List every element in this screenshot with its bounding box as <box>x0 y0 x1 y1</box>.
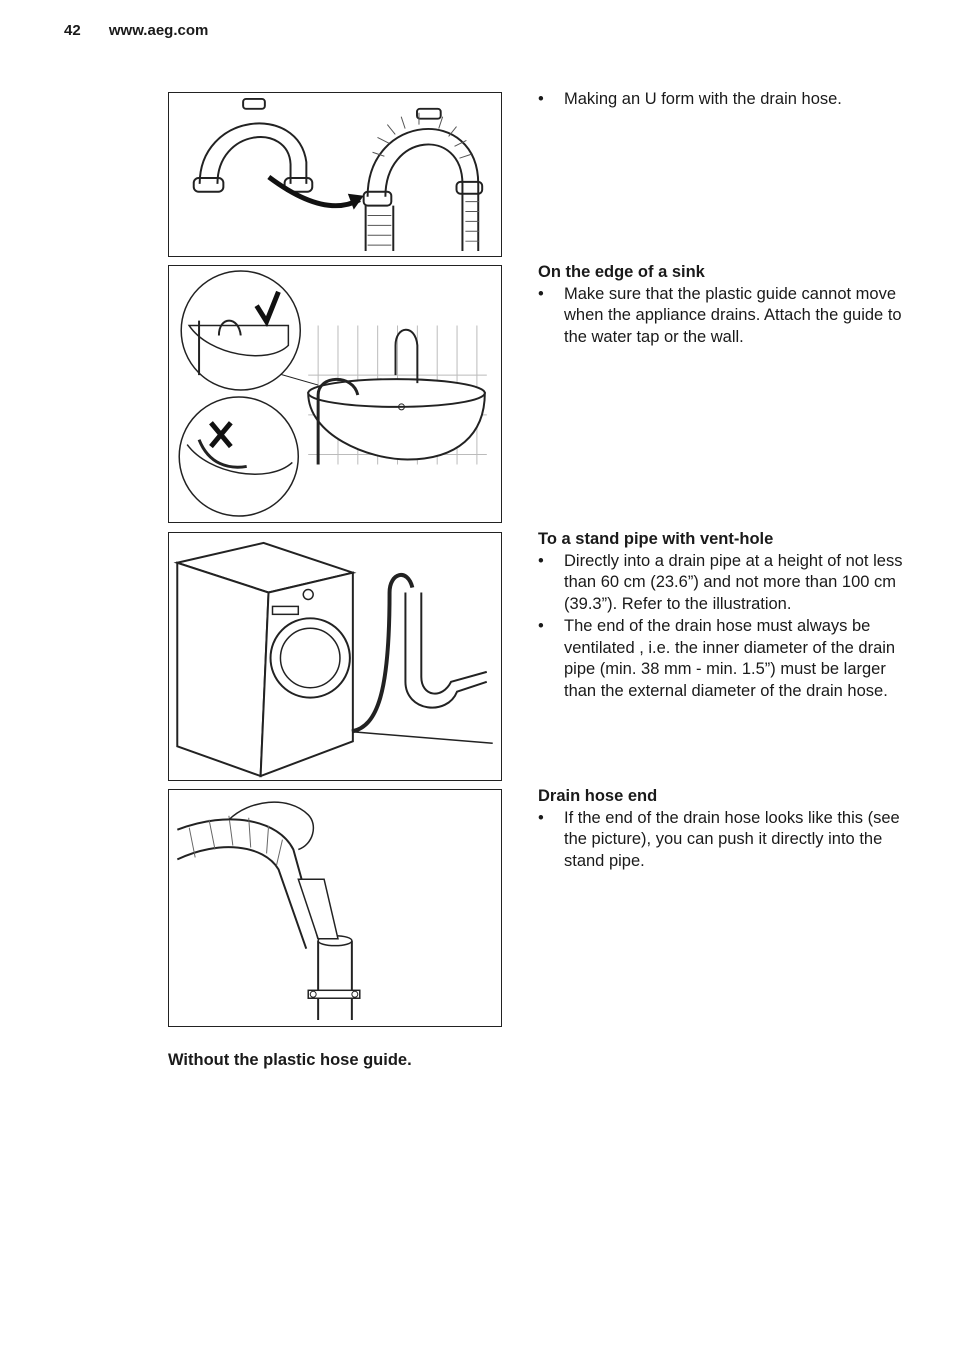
footer-heading: Without the plastic hose guide. <box>168 1051 412 1069</box>
figure-stand-pipe <box>168 532 502 781</box>
section-heading: To a stand pipe with vent-hole <box>538 530 774 548</box>
section-stand-pipe <box>538 529 918 703</box>
bullet-item: • The end of the drain hose must always be ventilated , i.e. the inner diameter of the drain pipe (min. 38 mm - min. 1.5”) must be larger than the external diameter of the drain hose. <box>538 616 918 703</box>
website-url: www.aeg.com <box>108 22 209 39</box>
section-drain-hose-end <box>538 786 918 873</box>
section-u-form <box>538 89 918 111</box>
bullet-item: • Make sure that the plastic guide cannot move when the appliance drains. Attach the guide to the water tap or the wall. <box>538 284 918 349</box>
figure-sink-edge <box>168 265 502 523</box>
bullet-item: • If the end of the drain hose looks like this (see the picture), you can push it directly into the stand pipe. <box>538 808 918 873</box>
sink-edge-illustration <box>169 266 501 522</box>
stand-pipe-illustration <box>169 533 501 780</box>
section-sink-edge <box>538 262 918 349</box>
bullet-item: • Directly into a drain pipe at a height of not less than 60 cm (23.6”) and not more than 100 cm (39.3”). Refer to the illustration. <box>538 551 918 616</box>
section-heading: On the edge of a sink <box>538 263 705 281</box>
page-header <box>64 22 208 39</box>
page-number: 42 <box>64 22 81 39</box>
u-form-hose-illustration <box>169 93 501 256</box>
figure-drain-hose-end <box>168 789 502 1027</box>
bullet-item: • Making an U form with the drain hose. <box>538 89 918 111</box>
figure-u-form-hose <box>168 92 502 257</box>
drain-hose-end-illustration <box>169 790 501 1026</box>
section-heading: Drain hose end <box>538 787 658 805</box>
